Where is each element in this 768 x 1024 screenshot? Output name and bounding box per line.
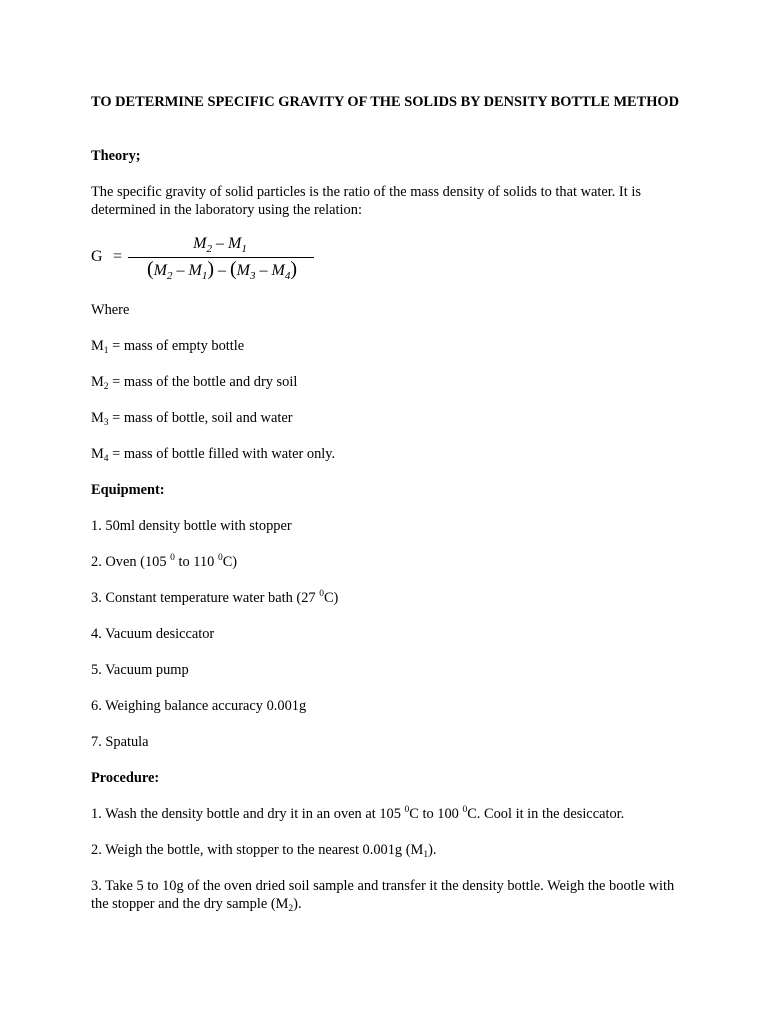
specific-gravity-formula	[91, 233, 331, 287]
where-item-m1: $M_1$ = mass of empty bottle	[91, 338, 245, 356]
equipment-heading: Equipment:	[91, 482, 165, 498]
procedure-step-3: 3. Take 5 to 10g of the oven dried soil sample and transfer it the density bottle. Weigh the bootle with the stopper and the dry sample $(M_2)$.	[91, 878, 675, 914]
procedure-heading: Procedure:	[91, 770, 160, 786]
formula-fraction-bar	[128, 257, 314, 258]
formula-denominator-text: $(M_2 - M_1) - (M_3 - M_4)$	[147, 258, 297, 282]
formula-denominator	[125, 260, 319, 280]
formula-lhs: G	[91, 248, 103, 265]
where-label: Where	[91, 302, 130, 318]
theory-heading: Theory;	[91, 148, 141, 164]
formula-equals: =	[113, 248, 123, 265]
formula-numerator-text: $M_2 - M_1$	[193, 235, 247, 255]
equipment-item-4: 4. Vacuum desiccator	[91, 626, 215, 642]
equipment-item-5: 5. Vacuum pump	[91, 662, 189, 678]
where-item-m3: $M_3$ = mass of bottle, soil and water	[91, 410, 293, 428]
procedure-step-1: 1. Wash the density bottle and dry it in an oven at 105 $^0$C to 100 $^0$C. Cool it in the desiccator.	[91, 805, 625, 822]
equipment-item-1: 1. 50ml density bottle with stopper	[91, 518, 292, 534]
where-item-m4: $M_4$ = mass of bottle filled with water only.	[91, 446, 336, 464]
procedure-step-2: 2. Weigh the bottle, with stopper to the nearest 0.001g $(M_1)$.	[91, 842, 437, 860]
where-item-m2: $M_2$ = mass of the bottle and dry soil	[91, 374, 298, 392]
document-title: TO DETERMINE SPECIFIC GRAVITY OF THE SOLIDS BY DENSITY BOTTLE METHOD	[91, 94, 680, 110]
equipment-item-6: 6. Weighing balance accuracy 0.001g	[91, 698, 307, 714]
equipment-item-7: 7. Spatula	[91, 734, 149, 750]
equipment-item-2: 2. Oven (105 $^0$ to 110 $^0$C)	[91, 553, 238, 570]
theory-paragraph: The specific gravity of solid particles is the ratio of the mass density of solids to that water. It is determined in the laboratory using the relation:	[91, 184, 641, 218]
formula-numerator	[125, 235, 315, 253]
equipment-item-3: 3. Constant temperature water bath (27 $^0$C)	[91, 589, 339, 606]
